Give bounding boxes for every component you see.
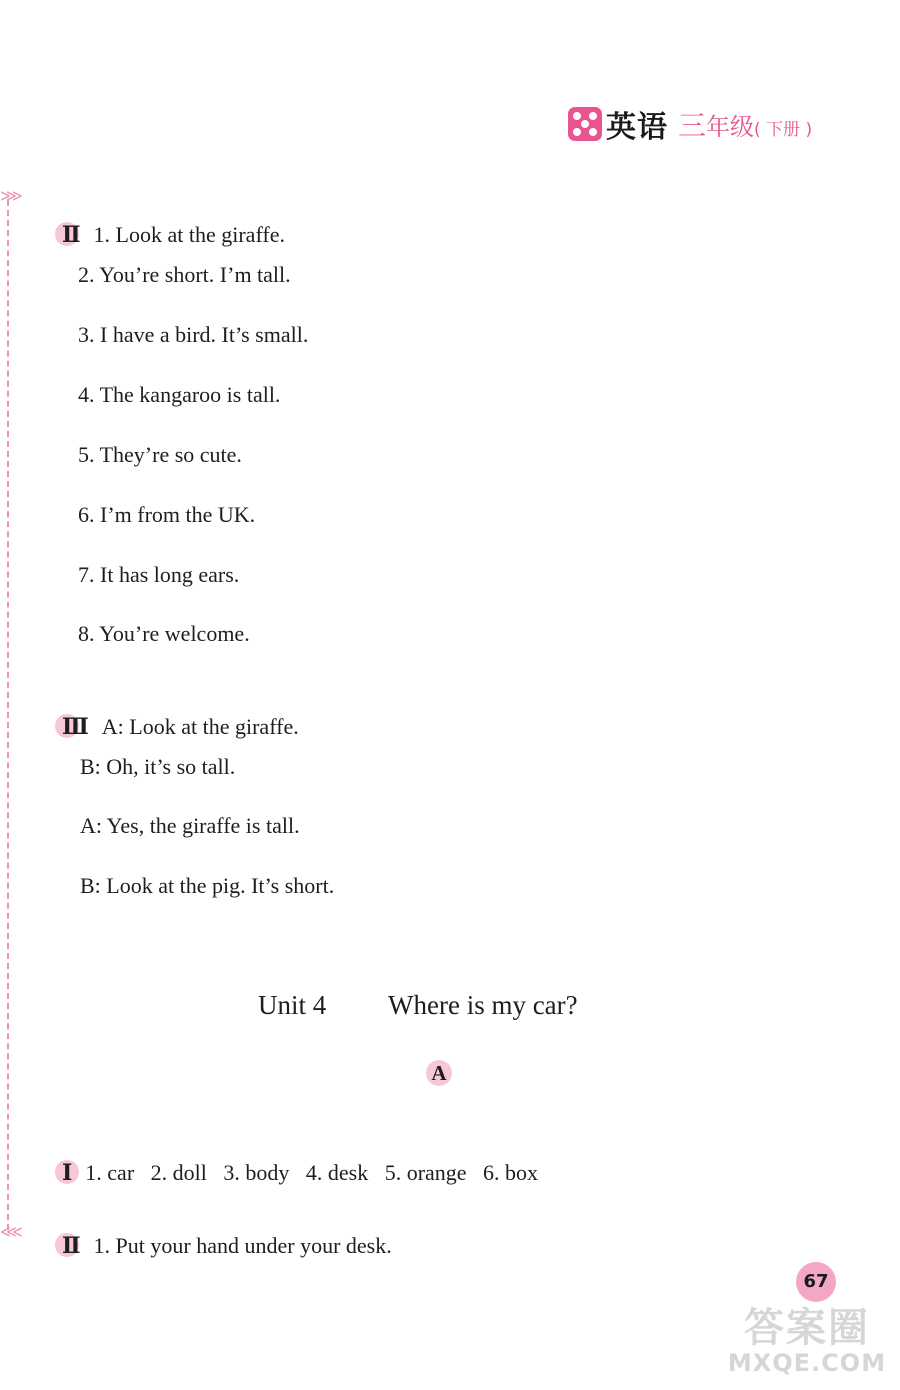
part-a-badge: A	[426, 1060, 452, 1086]
unit-section2-label: Ⅱ	[62, 1233, 81, 1258]
unit-subtitle: Where is my car?	[388, 990, 578, 1020]
section3-line-4: B: Look at the pig. It’s short.	[80, 873, 335, 898]
section2-item-1: Ⅱ 1. Look at the giraffe.	[48, 196, 285, 248]
watermark-cn: 答案圈	[744, 1305, 870, 1351]
margin-dashed-line	[7, 200, 9, 1230]
margin-arrow-bottom-icon: ⋘	[0, 1222, 23, 1241]
section2-label: Ⅱ	[62, 222, 81, 247]
section3-line-2: B: Oh, it’s so tall.	[80, 754, 236, 779]
section3-line-1: Ⅲ A: Look at the giraffe.	[48, 688, 299, 740]
subject-title: 英语	[606, 110, 668, 145]
unit-section1-label: Ⅰ	[62, 1160, 73, 1185]
section3-line-3: A: Yes, the giraffe is tall.	[80, 813, 300, 838]
section3-label: Ⅲ	[62, 714, 89, 739]
watermark-en: MXQE.COM	[727, 1349, 887, 1377]
grade-word: 年级	[706, 112, 755, 141]
section2-item-4: 4. The kangaroo is tall.	[78, 382, 281, 407]
margin-arrow-top-icon: ⋙	[0, 186, 23, 205]
unit-section1-line: Ⅰ 1. car 2. doll 3. body 4. desk 5. orange 6. box	[48, 1134, 538, 1186]
term-label: ( 下册 )	[754, 119, 813, 140]
page-number: 67	[796, 1262, 836, 1302]
watermark	[722, 1296, 892, 1377]
grade-number: 三	[678, 109, 707, 142]
section2-item-3: 3. I have a bird. It’s small.	[78, 322, 309, 347]
section2-item-8: 8. You’re welcome.	[78, 621, 250, 646]
section2-item-2: 2. You’re short. I’m tall.	[78, 262, 291, 287]
dice-logo-icon	[568, 107, 602, 141]
unit-section2-line: Ⅱ 1. Put your hand under your desk.	[48, 1207, 392, 1259]
section2-item-6: 6. I’m from the UK.	[78, 502, 256, 527]
book-header	[568, 104, 812, 144]
unit-title: Unit 4	[258, 990, 327, 1020]
section2-item-5: 5. They’re so cute.	[78, 442, 242, 467]
section2-item-7: 7. It has long ears.	[78, 562, 240, 587]
